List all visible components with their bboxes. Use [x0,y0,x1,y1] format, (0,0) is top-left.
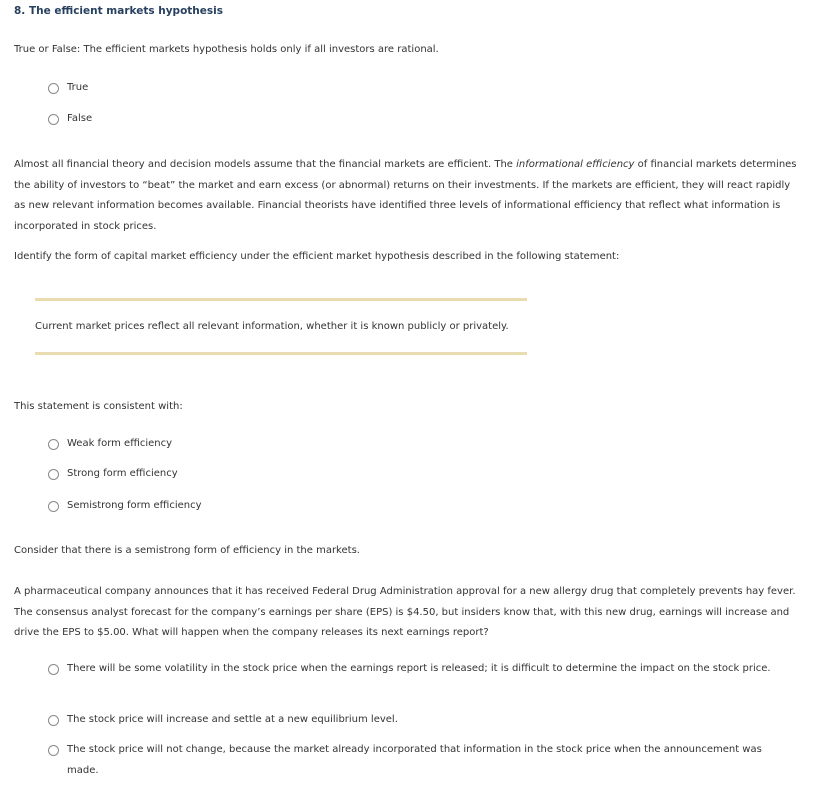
question-title: 8. The efficient markets hypothesis [14,5,224,17]
true-false-prompt: True or False: The efficient markets hypothesis holds only if all investors are rational. [14,44,439,55]
radio-button[interactable] [48,745,59,756]
statement-bottom-rule [35,352,527,355]
radio-button[interactable] [48,83,59,94]
radio-button[interactable] [48,715,59,726]
option-label: False [67,113,93,124]
radio-button[interactable] [48,114,59,125]
option-false[interactable] [48,113,92,129]
intro-paragraph [14,155,799,237]
intro-emphasis: informational efficiency [516,159,635,170]
scenario-paragraph: A pharmaceutical company announces that it has received Federal Drug Administration approval for a new allergy drug that completely prevents hay fever. The consensus analyst forecast for the company’s earnings per share (EPS) is $4.50, but insiders know that, with this new drug, earnings will increase and drive the EPS to $5.00. What will happen when the company releases its next earnings report? [14,586,796,639]
option-label: Strong form efficiency [67,468,178,479]
radio-button[interactable] [48,501,59,512]
identify-prompt: Identify the form of capital market efficiency under the efficient market hypothesis described in the following statement: [14,251,620,262]
option-label: The stock price will not change, because the market already incorporated that information in the stock price when the announcement was made. [67,744,762,776]
option-weak-form[interactable] [48,438,172,454]
option-label: Weak form efficiency [67,438,173,449]
option-label: True [67,82,89,93]
option-strong-form[interactable] [48,468,178,484]
statement-text: Current market prices reflect all relevant information, whether it is known publicly or privately. [35,321,509,332]
option-semistrong-form[interactable] [48,500,202,516]
radio-button[interactable] [48,439,59,450]
intro-text-end: of financial markets determines the ability of investors to “beat” the market and earn excess (or abnormal) returns on their investments. If the markets are efficient, they will react rapidly as new relevant information becomes available. Financial theorists have identified three levels of informational efficiency that reflect what information is incorporated in stock prices. [14,159,797,232]
intro-text-start: Almost all financial theory and decision models assume that the financial markets are efficient. The [14,159,517,170]
option-label: Semistrong form efficiency [67,500,202,511]
radio-button[interactable] [48,664,59,675]
consider-text: Consider that there is a semistrong form of efficiency in the markets. [14,545,360,556]
statement-top-rule [35,298,527,301]
option-label: There will be some volatility in the stock price when the earnings report is released; it is difficult to determine the impact on the stock price. [67,663,771,674]
option-no-change[interactable] [48,744,788,781]
option-volatility[interactable] [48,663,788,679]
option-increase-settle[interactable] [48,714,788,730]
radio-button[interactable] [48,469,59,480]
consistent-prompt: This statement is consistent with: [14,401,183,412]
option-label: The stock price will increase and settle at a new equilibrium level. [67,714,398,725]
option-true[interactable] [48,82,88,98]
